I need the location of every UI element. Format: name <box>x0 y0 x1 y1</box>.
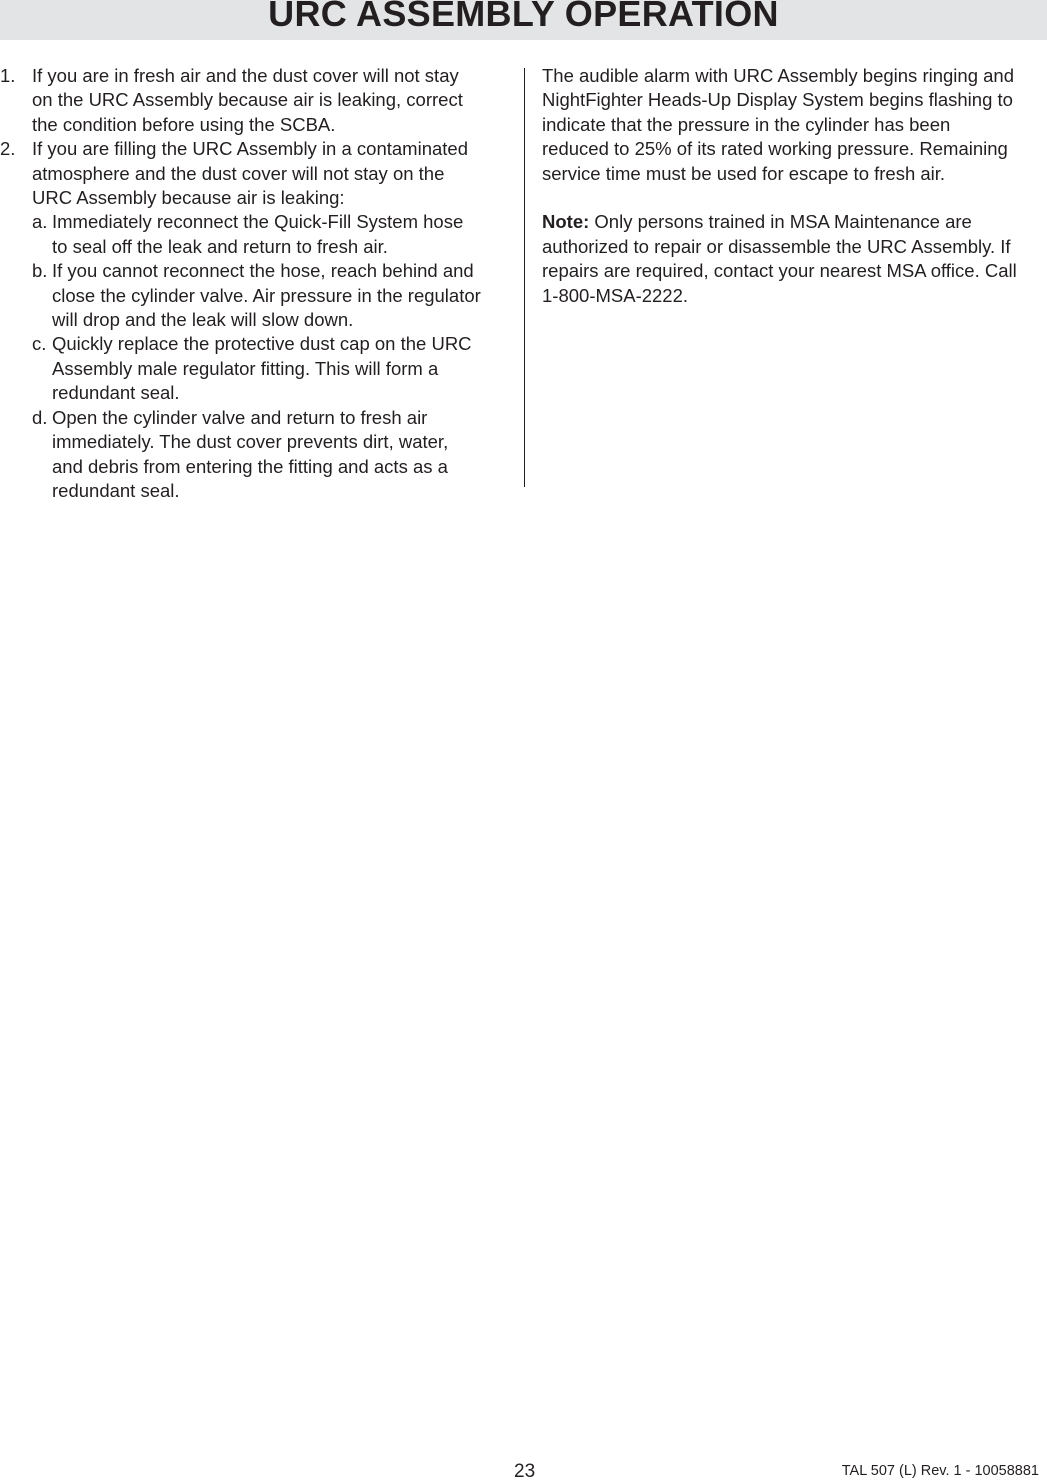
sub-list-item <box>0 406 512 504</box>
alarm-paragraph <box>542 64 1047 186</box>
text-line: the condition before using the SCBA. <box>32 113 336 135</box>
note-first-line: Only persons trained in MSA Maintenance are <box>589 211 972 233</box>
text-line: If you are filling the URC Assembly in a contaminated <box>32 138 468 160</box>
sub-list-item <box>0 332 512 405</box>
text-line: Quickly replace the protective dust cap on the URC <box>52 333 472 355</box>
text-line: on the URC Assembly because air is leaking, correct <box>32 89 463 111</box>
text-line: indicate that the pressure in the cylinder has been <box>542 113 951 135</box>
text-line: redundant seal. <box>52 382 180 404</box>
right-column <box>542 64 1047 308</box>
sub-list-letter: a. <box>32 211 48 233</box>
text-line: atmosphere and the dust cover will not stay on the <box>32 162 445 184</box>
text-line: URC Assembly because air is leaking: <box>32 187 345 209</box>
sub-list-item <box>0 259 512 332</box>
note-paragraph <box>542 210 1047 308</box>
text-line: Assembly male regulator fitting. This will form a <box>52 357 439 379</box>
text-line: authorized to repair or disassemble the URC Assembly. If <box>542 235 1011 257</box>
text-line: service time must be used for escape to fresh air. <box>542 162 946 184</box>
list-number: 2. <box>0 138 16 160</box>
list-item <box>0 137 512 210</box>
list-number: 1. <box>0 65 16 86</box>
page-title: URC ASSEMBLY OPERATION <box>268 0 779 34</box>
text-line <box>542 210 1047 234</box>
text-line: to seal off the leak and return to fresh air. <box>52 235 388 257</box>
text-line: The audible alarm with URC Assembly begins ringing and <box>542 65 1014 86</box>
text-line: 1-800-MSA-2222. <box>542 284 689 306</box>
left-column <box>0 64 512 503</box>
sub-list-item <box>0 210 512 259</box>
page-number: 23 <box>514 1461 536 1482</box>
column-divider <box>524 68 525 487</box>
text-line: Immediately reconnect the Quick-Fill System hose <box>52 211 464 233</box>
text-line: close the cylinder valve. Air pressure in the regulator <box>52 284 481 306</box>
sub-list-letter: b. <box>32 260 48 282</box>
note-label: Note: <box>542 211 590 233</box>
text-line: If you cannot reconnect the hose, reach behind and <box>52 260 474 282</box>
sub-list-letter: c. <box>32 333 47 355</box>
sub-list-letter: d. <box>32 406 48 428</box>
text-line: and debris from entering the fitting and acts as a <box>52 455 448 477</box>
text-line: repairs are required, contact your nearest MSA office. Call <box>542 260 1017 282</box>
document-reference: TAL 507 (L) Rev. 1 - 10058881 <box>841 1463 1039 1479</box>
text-line: Open the cylinder valve and return to fresh air <box>52 406 428 428</box>
list-item <box>0 64 512 137</box>
text-line: immediately. The dust cover prevents dirt, water, <box>52 431 449 453</box>
text-line: NightFighter Heads-Up Display System begins flashing to <box>542 89 1013 111</box>
text-line: If you are in fresh air and the dust cover will not stay <box>32 65 459 86</box>
text-line: will drop and the leak will slow down. <box>52 309 354 331</box>
text-line: redundant seal. <box>52 479 180 501</box>
text-line: reduced to 25% of its rated working pressure. Remaining <box>542 138 1008 160</box>
